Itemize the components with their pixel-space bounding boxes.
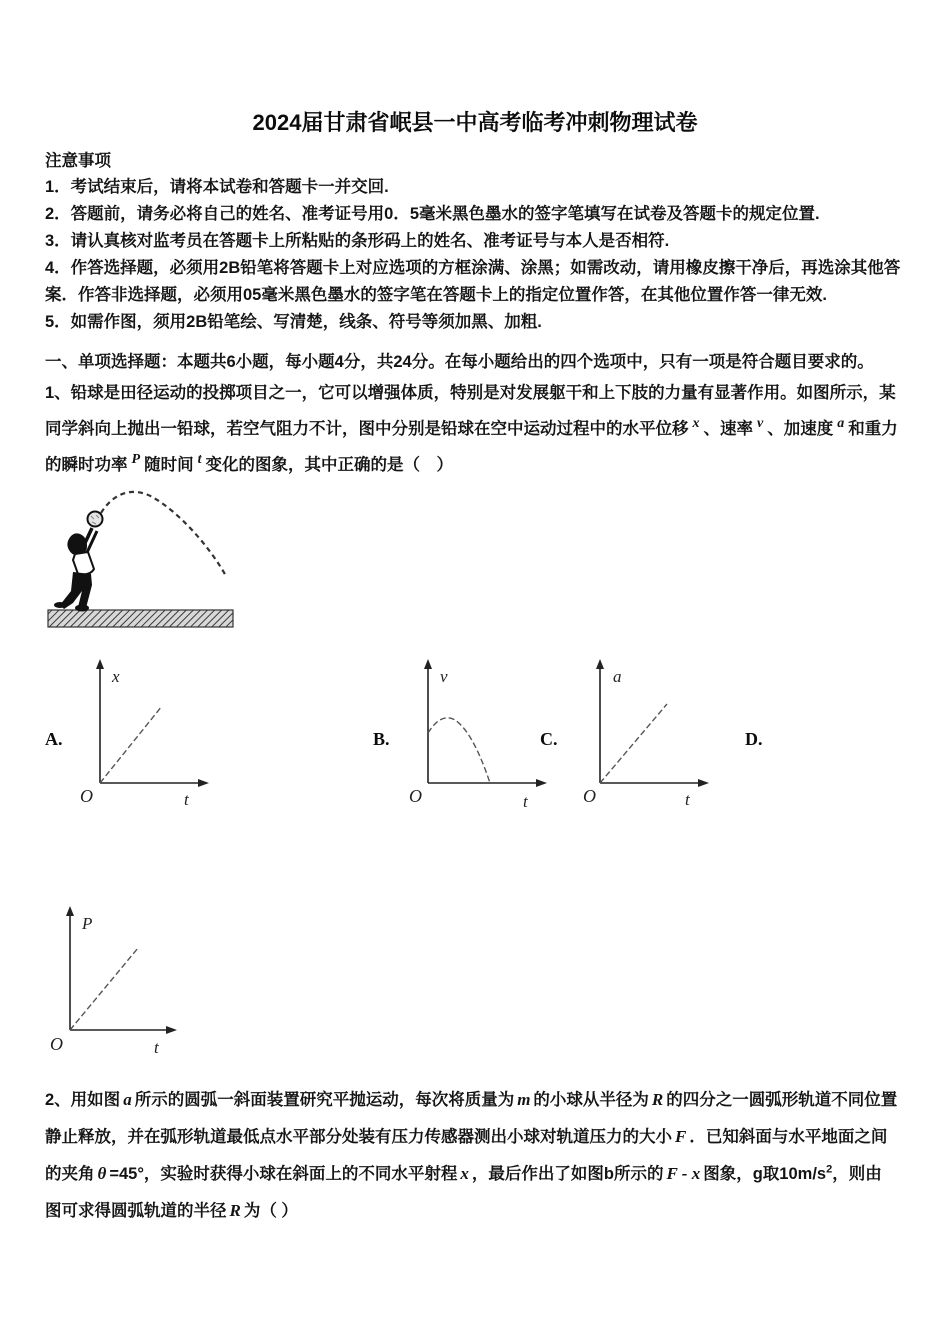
x-axis-label: t bbox=[685, 790, 690, 809]
arrow-right-icon bbox=[536, 779, 547, 787]
arrow-right-icon bbox=[198, 779, 209, 787]
y-axis-label: v bbox=[440, 667, 448, 686]
athlete-shoe bbox=[54, 602, 66, 608]
text-run: 2、用如图 bbox=[45, 1091, 121, 1109]
variable-a: a bbox=[837, 416, 845, 431]
x-axis-label: t bbox=[154, 1038, 159, 1057]
graph-option-B bbox=[403, 658, 553, 810]
text-run: 的夹角 bbox=[45, 1165, 95, 1183]
arrow-right-icon bbox=[166, 1026, 177, 1034]
variable-R: R bbox=[229, 1201, 241, 1220]
curve-line bbox=[100, 706, 162, 783]
text-run: 同学斜向上抛出一铅球，若空气阻力不计，图中分别是铅球在空中运动过程中的水平位移 bbox=[45, 420, 689, 438]
variable-m: m bbox=[517, 1090, 531, 1109]
question1-line2 bbox=[45, 415, 898, 439]
question2-line2 bbox=[45, 1123, 887, 1147]
text-run: 随时间 bbox=[144, 456, 194, 474]
variable-P: P bbox=[131, 452, 141, 467]
origin-label: O bbox=[583, 786, 596, 806]
notice-heading: 注意事项 bbox=[45, 152, 111, 170]
text-run: 、速率 bbox=[703, 420, 753, 438]
notice-list bbox=[45, 174, 909, 336]
text-run: 所示的圆弧一斜面装置研究平抛运动，每次将质量为 bbox=[134, 1091, 515, 1109]
shot-put-throw-figure bbox=[48, 486, 233, 631]
text-run: ，最后作出了如图b所示的 bbox=[471, 1165, 664, 1183]
variable-F: F bbox=[675, 1127, 687, 1146]
variable-t: t bbox=[197, 452, 202, 467]
arrow-up-icon bbox=[596, 659, 604, 669]
option-C-label: C. bbox=[540, 729, 558, 749]
ground-hatch bbox=[48, 610, 233, 627]
text-run: 的四分之一圆弧形轨道不同位置 bbox=[666, 1091, 898, 1109]
graph-option-A bbox=[70, 658, 215, 810]
text-run: 的瞬时功率 bbox=[45, 456, 128, 474]
question1-line1: 1、铅球是田径运动的投掷项目之一，它可以增强体质，特别是对发展躯干和上下肢的力量有显著作用。如图所示，某 bbox=[45, 384, 896, 402]
notice-item-5: 5．如需作图，须用2B铅笔绘、写清楚，线条、符号等须加黑、加粗. bbox=[45, 313, 542, 331]
text-run: 图可求得圆弧轨道的半径 bbox=[45, 1202, 227, 1220]
y-axis-label: P bbox=[82, 914, 93, 933]
question2-line1 bbox=[45, 1086, 897, 1110]
section1-heading: 一、单项选择题：本题共6小题，每小题4分，共24分。在每小题给出的四个选项中，只有一项是符合题目要求的。 bbox=[45, 353, 874, 371]
variable-theta: θ bbox=[97, 1164, 107, 1183]
text-run: 和重力 bbox=[848, 420, 898, 438]
notice-item-4: 4．作答选择题，必须用2B铅笔将答题卡上对应选项的方框涂满、涂黑；如需改动，请用橡皮擦干净后，再选涂其他答案．作答非选择题，必须用05毫米黑色墨水的签字笔在答题卡上的指定位置作答，在其他位置作答一律无效. bbox=[45, 259, 901, 304]
text-run: 的小球从半径为 bbox=[533, 1091, 649, 1109]
question1-line3 bbox=[45, 451, 453, 475]
question2-line3 bbox=[45, 1160, 882, 1184]
trajectory-path bbox=[101, 492, 226, 576]
option-A-label: A. bbox=[45, 729, 63, 749]
text-run: 、加速度 bbox=[767, 420, 834, 438]
arrow-up-icon bbox=[96, 659, 104, 669]
text-run: 图象，g取10m/s bbox=[703, 1165, 827, 1183]
text-run: 为（ ） bbox=[243, 1202, 298, 1220]
graph-option-C bbox=[583, 658, 723, 810]
variable-v: v bbox=[757, 416, 764, 431]
y-axis-label: a bbox=[613, 667, 622, 686]
page-title: 2024届甘肃省岷县一中高考临考冲刺物理试卷 bbox=[252, 110, 698, 135]
option-D-label: D. bbox=[745, 729, 763, 749]
notice-item-1: 1．考试结束后，请将本试卷和答题卡一并交回. bbox=[45, 178, 389, 196]
athlete-shoe bbox=[75, 605, 89, 612]
variable-F-x: F - x bbox=[666, 1164, 701, 1183]
arrow-right-icon bbox=[698, 779, 709, 787]
option-B-label: B. bbox=[373, 729, 390, 749]
origin-label: O bbox=[409, 786, 422, 806]
notice-item-3: 3．请认真核对监考员在答题卡上所粘贴的条形码上的姓名、准考证号与本人是否相符. bbox=[45, 232, 670, 250]
curve-line bbox=[428, 718, 490, 783]
superscript-2: 2 bbox=[826, 1163, 833, 1176]
question2-line4 bbox=[45, 1197, 298, 1221]
variable-x: x bbox=[692, 416, 700, 431]
text-run: =45°，实验时获得小球在斜面上的不同水平射程 bbox=[109, 1165, 458, 1183]
curve-line bbox=[600, 704, 667, 783]
text-run: ，则由 bbox=[832, 1165, 882, 1183]
text-run: 变化的图象，其中正确的是（ ） bbox=[205, 456, 453, 474]
notice-item-2: 2．答题前，请务必将自己的姓名、准考证号用0．5毫米黑色墨水的签字笔填写在试卷及答题卡的规定位置. bbox=[45, 205, 820, 223]
athlete-torso bbox=[73, 552, 94, 574]
variable-R: R bbox=[651, 1090, 664, 1109]
variable-x: x bbox=[460, 1164, 469, 1183]
text-run: ．已知斜面与水平地面之间 bbox=[689, 1128, 888, 1146]
origin-label: O bbox=[80, 786, 93, 806]
text-run: 静止释放，并在弧形轨道最低点水平部分处装有压力传感器测出小球对轨道压力的大小 bbox=[45, 1128, 672, 1146]
arrow-up-icon bbox=[66, 906, 74, 916]
graph-option-D bbox=[36, 903, 191, 1063]
curve-line bbox=[70, 948, 138, 1030]
origin-label: O bbox=[50, 1034, 63, 1054]
arrow-up-icon bbox=[424, 659, 432, 669]
x-axis-label: t bbox=[523, 792, 528, 811]
y-axis-label: x bbox=[112, 667, 120, 686]
athlete-figure bbox=[54, 528, 97, 612]
variable-a: a bbox=[123, 1090, 132, 1109]
shot-put-ball bbox=[88, 512, 103, 527]
x-axis-label: t bbox=[184, 790, 189, 809]
